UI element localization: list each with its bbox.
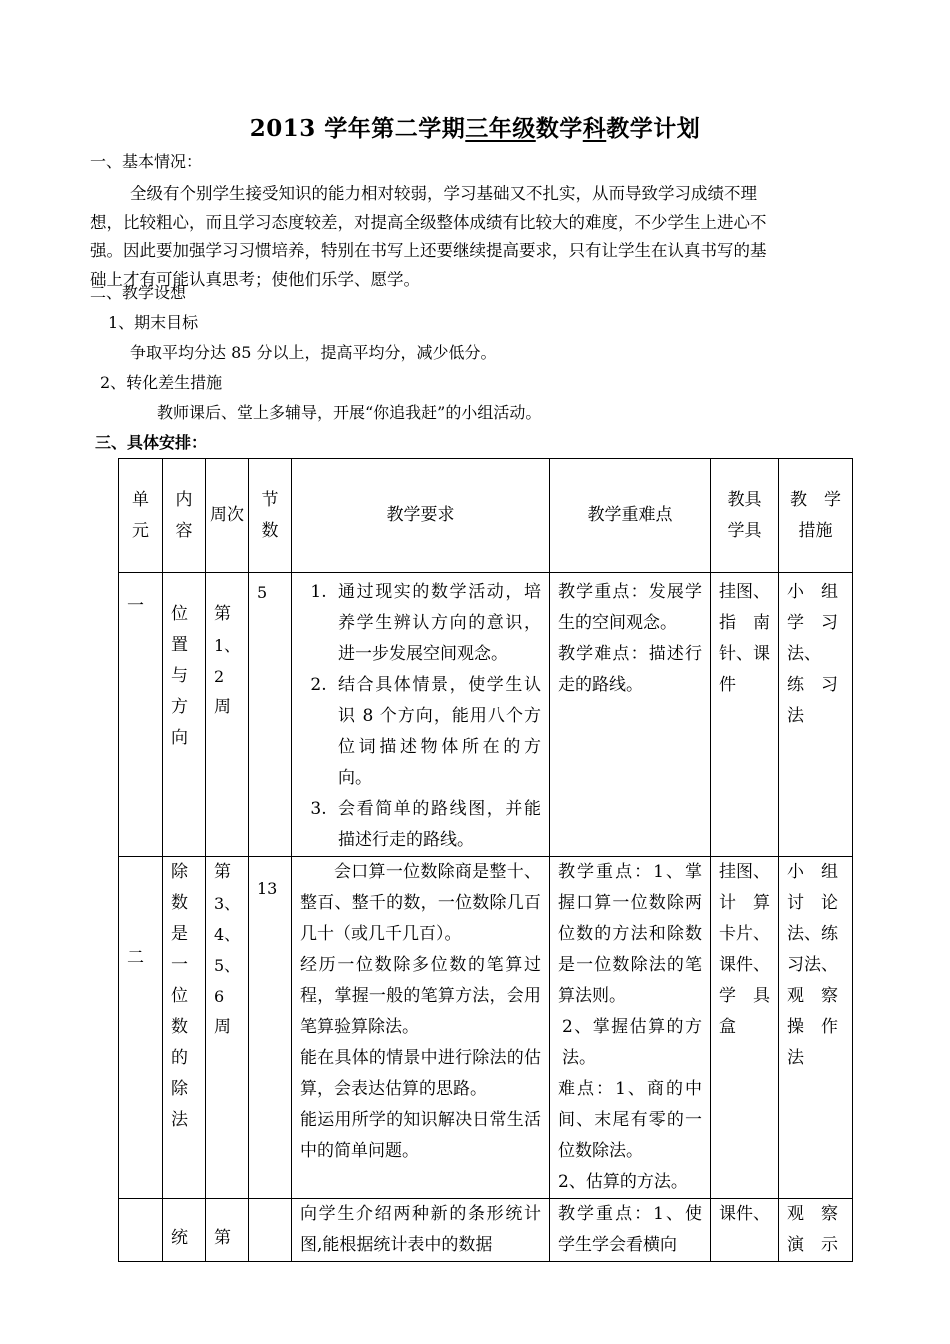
header-methods: 教 学 措施 [779,459,853,573]
requirements-cell [292,857,550,1199]
title-subject: 数学 [535,115,583,142]
unit-cell [119,1199,163,1262]
content-cell: 除 数 是 一 位 数 的 除 法 [163,857,206,1199]
tools-cell: 挂图、 计 算 卡片、 课件、 学 具 盒 [711,857,779,1199]
table-header-row [119,459,853,573]
keypoints-cell [550,857,711,1199]
requirement-text: 能在具体的情景中进行除法的估算，会表达估算的思路。 [300,1048,541,1099]
section-2-heading: 二、教学设想 [90,283,187,302]
header-week: 周次 [206,459,249,573]
paragraph-line: 想，比较粗心，而且学习态度较差，对提高全级整体成绩有比较大的难度，不少学生上进心不 [90,212,767,232]
unit-cell: 一 [119,573,163,857]
keypoints-cell [550,573,711,857]
week-cell: 第 [206,1199,249,1262]
content-cell: 统 [163,1199,206,1262]
keypoint-text: 教学难点：描述行走的路线。 [558,644,702,695]
table-row [119,1199,853,1262]
week-cell: 第 3、 4、 5、 6 周 [206,857,249,1199]
section-2-2-text: 教师课后、堂上多辅导，开展“你追我赶”的小组活动。 [157,403,542,422]
keypoint-text: 2、掌握估算的方法。 [562,1017,702,1068]
header-unit: 单 元 [119,459,163,573]
requirement-text: 经历一位数除多位数的笔算过程，掌握一般的笔算方法，会用笔算验算除法。 [300,955,541,1037]
schedule-table [118,458,853,1262]
keypoint-text: 2、估算的方法。 [558,1172,688,1192]
tools-cell: 挂图、 指 南 针、课 件 [711,573,779,857]
tools-cell: 课件、 [711,1199,779,1262]
section-2-2-heading: 2、转化差生措施 [100,373,223,392]
header-hours: 节 数 [249,459,292,573]
keypoint-text: 教学重点：1、掌握口算一位数除两位数的方法和除数是一位数除法的笔算法则。 [558,862,702,1006]
header-requirements: 教学要求 [292,459,550,573]
document-title [0,110,950,143]
requirements-cell [292,573,550,857]
title-year-term: 2013 学年第二学期 [249,115,466,142]
section-2-1-heading: 1、期末目标 [108,313,199,332]
methods-cell: 小 组 学 习 法、 练 习 法 [779,573,853,857]
keypoint-text: 难点：1、商的中间、末尾有零的一位数除法。 [558,1079,702,1161]
requirement-item: 1. 通过现实的数学活动，培养学生辨认方向的意识，进一步发展空间观念。 [332,577,541,670]
header-keypoints: 教学重难点 [550,459,711,573]
keypoints-cell [550,1199,711,1262]
paragraph-line: 全级有个别学生接受知识的能力相对较弱，学习基础又不扎实，从而导致学习成绩不理 [130,184,757,203]
unit-cell: 二 [119,857,163,1199]
requirement-text: 向学生介绍两种新的条形统计图,能根据统计表中的数据 [300,1204,541,1255]
section-2-1-text: 争取平均分达 85 分以上，提高平均分，减少低分。 [130,343,497,362]
header-content: 内 容 [163,459,206,573]
requirement-item: 3. 会看简单的路线图，并能描述行走的路线。 [332,794,541,856]
requirement-text: 会口算一位数除商是整十、整百、整千的数，一位数除几百几十（或几千几百）。 [300,862,541,944]
methods-cell: 小 组 讨 论 法、练 习法、 观 察 操 作 法 [779,857,853,1199]
requirement-text: 能运用所学的知识解决日常生活中的简单问题。 [300,1110,541,1161]
table-row [119,573,853,857]
header-tools: 教具 学具 [711,459,779,573]
content-cell: 位 置 与 方 向 [163,573,206,857]
section-1-heading: 一、基本情况： [90,152,203,171]
paragraph-line: 强。因此要加强学习习惯培养，特别在书写上还要继续提高要求，只有让学生在认真书写的基 [90,241,767,260]
table-row [119,857,853,1199]
week-cell: 第 1、 2 周 [206,573,249,857]
hours-cell [249,1199,292,1262]
title-subject-suffix: 科 [582,115,607,142]
title-grade: 三年级 [465,115,536,142]
methods-cell: 观 察 演 示 [779,1199,853,1262]
requirement-item: 2. 结合具体情景，使学生认识 8 个方向，能用八个方位词描述物体所在的方向。 [332,670,541,794]
section-3-heading: 三、具体安排： [95,433,208,452]
keypoint-text: 教学重点：发展学生的空间观念。 [558,582,702,633]
title-plan: 教学计划 [606,115,701,142]
requirements-cell [292,1199,550,1262]
section-1-paragraph [90,180,865,294]
paragraph-line: 础上才有可能认真思考；使他们乐学、愿学。 [90,269,420,289]
keypoint-text: 教学重点：1、使学生学会看横向 [558,1204,702,1255]
hours-cell: 5 [249,573,292,857]
hours-cell: 13 [249,857,292,1199]
